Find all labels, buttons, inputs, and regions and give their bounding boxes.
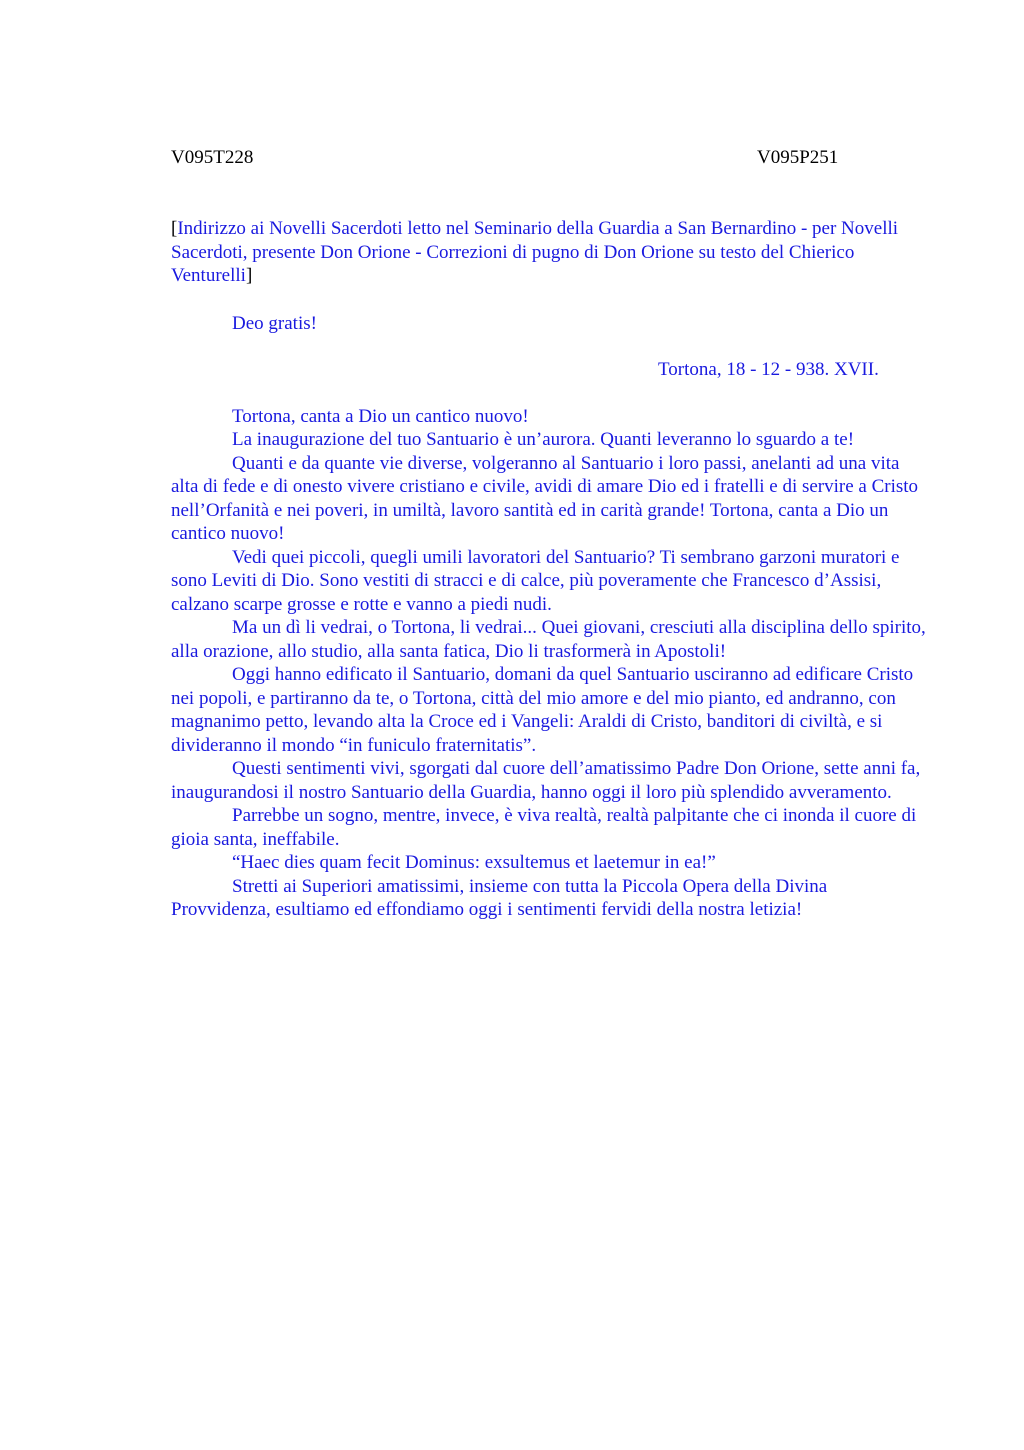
- paragraph: Quanti e da quante vie diverse, volgeranno al Santuario i loro passi, anelanti ad una vita alta di fede e di onesto vivere cristiano e civile, avidi di amare Dio ed i fratelli e di servire a Cristo nell’Orfanità e nei poveri, in umiltà, lavoro santità ed in carità grande! Tortona, canta a Dio un cantico nuovo!: [171, 452, 919, 544]
- reference-code-right: V095P251: [757, 147, 839, 168]
- header-note: [171, 217, 931, 288]
- paragraph-list: [171, 405, 931, 922]
- letter-body: [171, 217, 931, 922]
- paragraph: Stretti ai Superiori amatissimi, insieme con tutta la Piccola Opera della Divina Provvidenza, esultiamo ed effondiamo oggi i sentimenti fervidi della nostra letizia!: [171, 875, 828, 920]
- paragraph: Ma un dì li vedrai, o Tortona, li vedrai... Quei giovani, cresciuti alla disciplina dello spirito, alla orazione, allo studio, alla santa fatica, Dio li trasformerà in Apostoli!: [171, 617, 926, 662]
- header-note-text: Indirizzo ai Novelli Sacerdoti letto nel Seminario della Guardia a San Bernardino - per Novelli Sacerdoti, presente Don Orione - Correzioni di pugno di Don Orione su testo del Chierico Venturelli: [171, 218, 899, 286]
- paragraph: Vedi quei piccoli, quegli umili lavoratori del Santuario? Ti sembrano garzoni muratori e sono Leviti di Dio. Sono vestiti di stracci e di calce, più poveramente che Francesco d’Assisi, calzano scarpe grosse e rotte e vanno a piedi nudi.: [171, 546, 900, 615]
- paragraph: Parrebbe un sogno, mentre, invece, è viva realtà, realtà palpitante che ci inonda il cuore di gioia santa, ineffabile.: [171, 805, 917, 850]
- reference-code-left: V095T228: [171, 147, 254, 168]
- paragraph: Oggi hanno edificato il Santuario, domani da quel Santuario usciranno ad edificare Cristo nei popoli, e partiranno da te, o Tortona, città del mio amore e del mio pianto, ed andranno, con magnanimo petto, levando alta la Croce ed i Vangeli: Araldi di Cristo, banditori di civiltà, e si divideranno il mondo “in funiculo fraternitatis”.: [171, 664, 914, 756]
- header-close-bracket: ]: [245, 265, 253, 286]
- header-open-bracket: [: [171, 218, 178, 239]
- paragraph: “Haec dies quam fecit Dominus: exsultemus et laetemur in ea!”: [232, 852, 716, 873]
- paragraph: La inaugurazione del tuo Santuario è un’aurora. Quanti leveranno lo sguardo a te!: [232, 429, 855, 450]
- salutation: Deo gratis!: [232, 312, 317, 334]
- paragraph: Questi sentimenti vivi, sgorgati dal cuore dell’amatissimo Padre Don Orione, sette anni fa, inaugurandosi il nostro Santuario della Guardia, hanno oggi il loro più splendido avveramento.: [171, 758, 921, 803]
- dateline: Tortona, 18 - 12 - 938. XVII.: [658, 359, 879, 380]
- paragraph: Tortona, canta a Dio un cantico nuovo!: [232, 405, 529, 427]
